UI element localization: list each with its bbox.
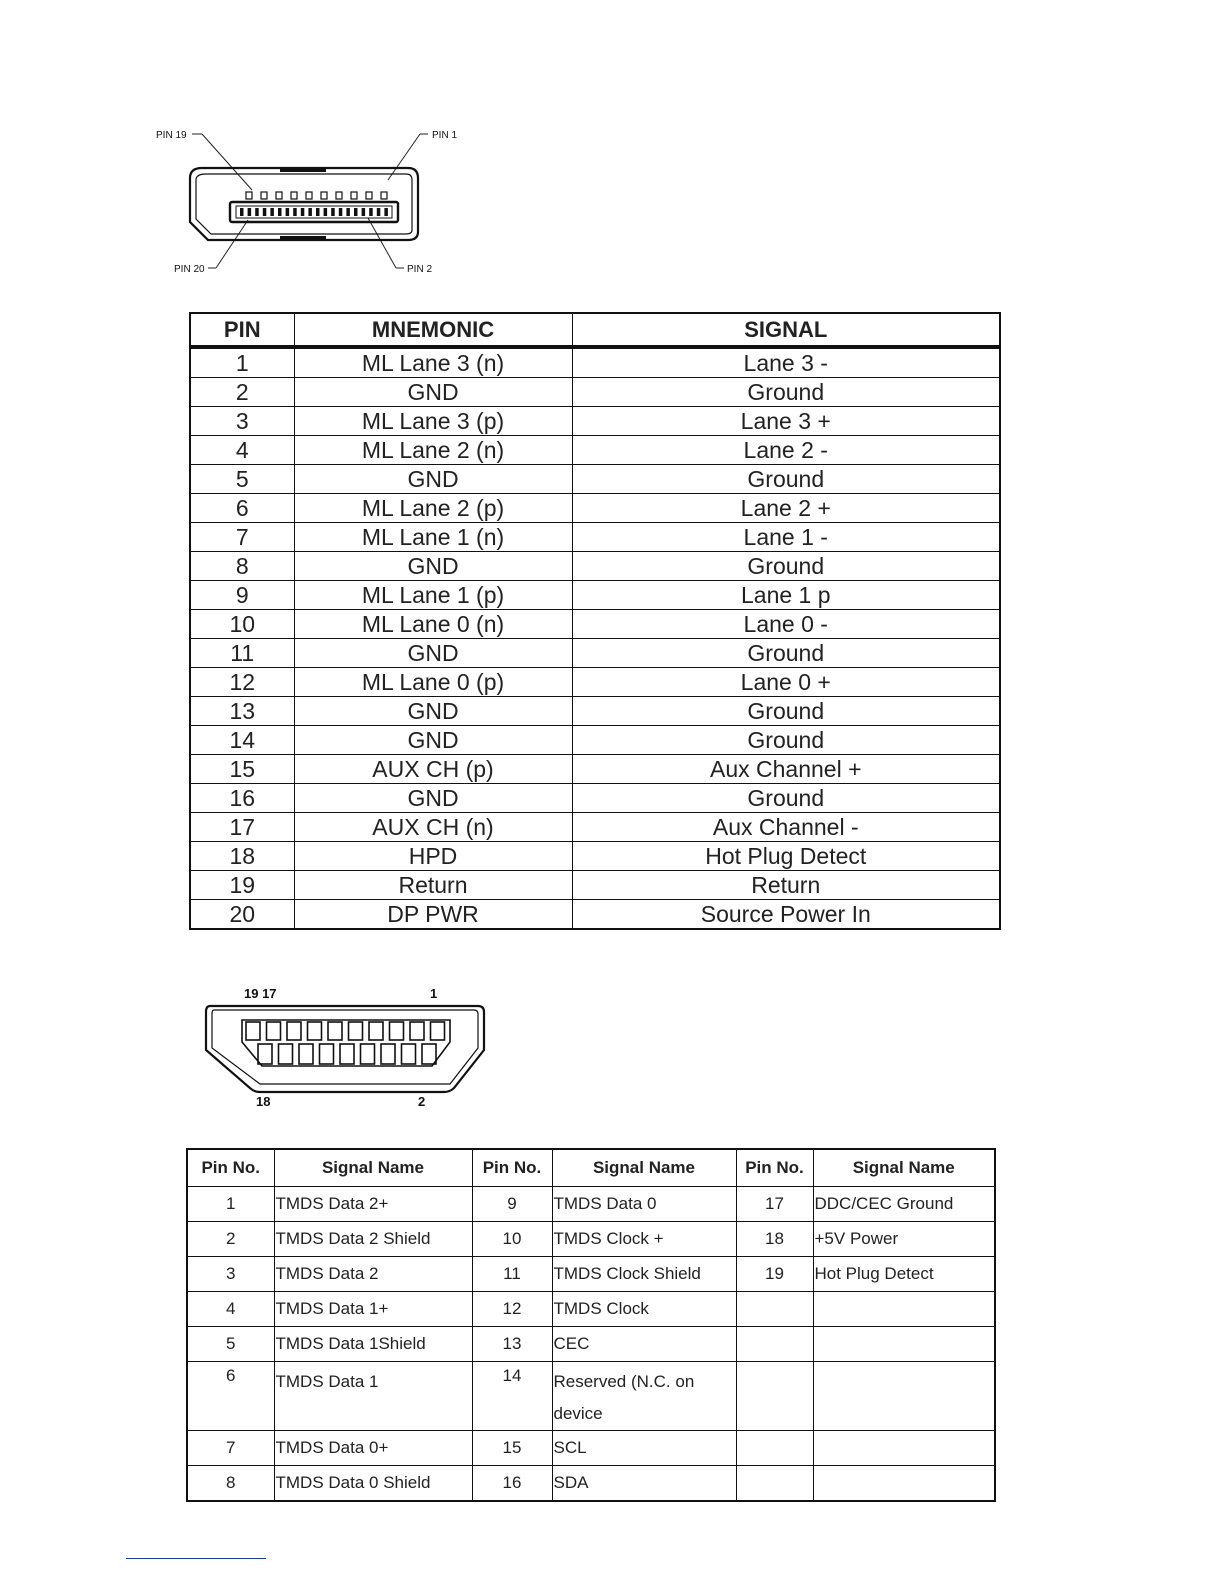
signal-cell: Aux Channel - xyxy=(572,813,1000,842)
signal-cell: Lane 1 - xyxy=(572,523,1000,552)
header-mnemonic: MNEMONIC xyxy=(294,313,572,347)
pin-cell: 2 xyxy=(190,378,294,407)
dp-pin-contact xyxy=(261,192,267,199)
dp-pin-contact xyxy=(346,208,350,216)
table-row xyxy=(190,378,1000,407)
dp-pin-contact xyxy=(339,208,343,216)
pin-cell: 5 xyxy=(190,465,294,494)
displayport-connector-diagram xyxy=(150,122,480,284)
hdmi-pin-contact xyxy=(299,1044,313,1064)
dp-pin-contact xyxy=(369,208,373,216)
signal-cell: Lane 0 + xyxy=(572,668,1000,697)
mnemonic-cell: Return xyxy=(294,871,572,900)
pin-number-cell xyxy=(736,1362,813,1431)
dp-pin-contact xyxy=(381,192,387,199)
header-pin-no: Pin No. xyxy=(472,1149,552,1187)
pin-number-cell: 12 xyxy=(472,1292,552,1327)
hdmi-pinout-table xyxy=(186,1148,996,1502)
table-row xyxy=(190,436,1000,465)
hdmi-pin-contact xyxy=(320,1044,334,1064)
signal-cell: Ground xyxy=(572,378,1000,407)
table-row xyxy=(190,668,1000,697)
signal-name-cell: TMDS Clock Shield xyxy=(552,1257,736,1292)
pin-cell: 3 xyxy=(190,407,294,436)
dp-pin-contact xyxy=(324,208,328,216)
pin-cell: 11 xyxy=(190,639,294,668)
pin-number-cell: 11 xyxy=(472,1257,552,1292)
header-pin: PIN xyxy=(190,313,294,347)
signal-cell: Lane 3 - xyxy=(572,347,1000,378)
pin-cell: 1 xyxy=(190,347,294,378)
signal-name-cell xyxy=(813,1431,995,1466)
mnemonic-cell: GND xyxy=(294,726,572,755)
dp-pin2-label: PIN 2 xyxy=(407,264,433,275)
pin-cell: 20 xyxy=(190,900,294,930)
pin-number-cell: 18 xyxy=(736,1222,813,1257)
hdmi-pin-contact xyxy=(402,1044,416,1064)
signal-cell: Ground xyxy=(572,465,1000,494)
signal-name-cell: TMDS Data 1 xyxy=(274,1362,472,1431)
signal-name-cell: SDA xyxy=(552,1466,736,1502)
table-row xyxy=(187,1362,995,1431)
dp-pin-contact xyxy=(384,208,388,216)
pin-number-cell xyxy=(736,1327,813,1362)
signal-name-cell xyxy=(813,1292,995,1327)
signal-cell: Lane 2 + xyxy=(572,494,1000,523)
table-header-row xyxy=(187,1149,995,1187)
pin-cell: 19 xyxy=(190,871,294,900)
hdmi-pin-contact xyxy=(369,1022,383,1040)
mnemonic-cell: ML Lane 3 (n) xyxy=(294,347,572,378)
hdmi-connector-diagram xyxy=(200,984,490,1112)
dp-pin-contact xyxy=(321,192,327,199)
table-row xyxy=(190,784,1000,813)
hdmi-pin-contact xyxy=(328,1022,342,1040)
signal-name-cell: TMDS Data 1Shield xyxy=(274,1327,472,1362)
header-pin-no: Pin No. xyxy=(736,1149,813,1187)
hdmi-pin2-label: 2 xyxy=(418,1094,426,1109)
signal-name-cell: DDC/CEC Ground xyxy=(813,1187,995,1222)
dp-pin-contact xyxy=(248,208,252,216)
mnemonic-cell: ML Lane 2 (n) xyxy=(294,436,572,465)
dp-pin-contact xyxy=(291,192,297,199)
table-row xyxy=(190,494,1000,523)
signal-name-cell: TMDS Data 0+ xyxy=(274,1431,472,1466)
signal-name-cell: TMDS Data 1+ xyxy=(274,1292,472,1327)
signal-cell: Lane 1 p xyxy=(572,581,1000,610)
signal-name-cell: TMDS Data 2+ xyxy=(274,1187,472,1222)
dp-pin-contact xyxy=(270,208,274,216)
table-row xyxy=(190,842,1000,871)
pin-number-cell xyxy=(736,1292,813,1327)
signal-name-cell: +5V Power xyxy=(813,1222,995,1257)
hdmi-pin-contact xyxy=(349,1022,363,1040)
pin-cell: 15 xyxy=(190,755,294,784)
signal-name-cell: TMDS Data 0 xyxy=(552,1187,736,1222)
signal-cell: Ground xyxy=(572,784,1000,813)
hdmi-pin1-label: 1 xyxy=(430,986,438,1001)
pin-cell: 7 xyxy=(190,523,294,552)
dp-pin19-label: PIN 19 xyxy=(156,130,187,141)
table-row xyxy=(190,465,1000,494)
mnemonic-cell: ML Lane 1 (n) xyxy=(294,523,572,552)
pin-number-cell: 6 xyxy=(187,1362,274,1431)
pin-cell: 10 xyxy=(190,610,294,639)
pin-number-cell: 14 xyxy=(472,1362,552,1431)
mnemonic-cell: ML Lane 3 (p) xyxy=(294,407,572,436)
mnemonic-cell: GND xyxy=(294,639,572,668)
pin-number-cell: 10 xyxy=(472,1222,552,1257)
signal-name-cell: Hot Plug Detect xyxy=(813,1257,995,1292)
signal-cell: Lane 0 - xyxy=(572,610,1000,639)
table-row xyxy=(190,610,1000,639)
mnemonic-cell: DP PWR xyxy=(294,900,572,930)
hdmi-pin-contact xyxy=(258,1044,272,1064)
dp-pin-contact xyxy=(366,192,372,199)
pin-number-cell: 19 xyxy=(736,1257,813,1292)
table-row xyxy=(187,1187,995,1222)
mnemonic-cell: AUX CH (n) xyxy=(294,813,572,842)
pin-number-cell: 13 xyxy=(472,1327,552,1362)
table-row xyxy=(190,407,1000,436)
signal-name-cell: SCL xyxy=(552,1431,736,1466)
footnote-separator xyxy=(126,1558,266,1559)
pin-cell: 14 xyxy=(190,726,294,755)
table-row xyxy=(190,581,1000,610)
signal-name-cell: TMDS Clock + xyxy=(552,1222,736,1257)
hdmi-pin-contact xyxy=(279,1044,293,1064)
pin-cell: 13 xyxy=(190,697,294,726)
mnemonic-cell: ML Lane 1 (p) xyxy=(294,581,572,610)
signal-cell: Lane 2 - xyxy=(572,436,1000,465)
table-row xyxy=(190,755,1000,784)
pin-cell: 8 xyxy=(190,552,294,581)
signal-name-cell xyxy=(813,1362,995,1431)
pin-cell: 4 xyxy=(190,436,294,465)
mnemonic-cell: GND xyxy=(294,465,572,494)
pin-number-cell: 3 xyxy=(187,1257,274,1292)
pin-number-cell: 9 xyxy=(472,1187,552,1222)
hdmi-pin-contact xyxy=(431,1022,445,1040)
mnemonic-cell: GND xyxy=(294,697,572,726)
hdmi-pin18-label: 18 xyxy=(256,1094,271,1109)
signal-name-cell: TMDS Data 0 Shield xyxy=(274,1466,472,1502)
hdmi-pin-contact xyxy=(340,1044,354,1064)
table-row xyxy=(190,813,1000,842)
pin-number-cell: 16 xyxy=(472,1466,552,1502)
pin-number-cell: 1 xyxy=(187,1187,274,1222)
dp-pin-contact xyxy=(246,192,252,199)
dp-pin-contact xyxy=(354,208,358,216)
hdmi-pin-contact xyxy=(308,1022,322,1040)
dp-pin-contact xyxy=(308,208,312,216)
table-row xyxy=(187,1257,995,1292)
table-row xyxy=(187,1327,995,1362)
hdmi-pin-contact xyxy=(410,1022,424,1040)
hdmi-pin-contact xyxy=(390,1022,404,1040)
displayport-pinout-table xyxy=(189,312,1001,930)
table-row xyxy=(187,1466,995,1502)
pin-cell: 12 xyxy=(190,668,294,697)
signal-cell: Hot Plug Detect xyxy=(572,842,1000,871)
hdmi-pin-contact xyxy=(422,1044,436,1064)
header-signal-name: Signal Name xyxy=(274,1149,472,1187)
dp-pin-contact xyxy=(306,192,312,199)
table-row xyxy=(190,523,1000,552)
signal-name-cell: TMDS Clock xyxy=(552,1292,736,1327)
signal-name-cell: CEC xyxy=(552,1327,736,1362)
dp-pin-contact xyxy=(276,192,282,199)
pin-cell: 6 xyxy=(190,494,294,523)
signal-cell: Ground xyxy=(572,639,1000,668)
signal-name-cell: TMDS Data 2 xyxy=(274,1257,472,1292)
signal-name-cell: Reserved (N.C. on device xyxy=(552,1362,736,1431)
pin-cell: 16 xyxy=(190,784,294,813)
dp-pin-contact xyxy=(362,208,366,216)
table-row xyxy=(190,639,1000,668)
hdmi-pin19-17-label: 19 17 xyxy=(244,986,277,1001)
pin-number-cell xyxy=(736,1431,813,1466)
signal-cell: Return xyxy=(572,871,1000,900)
header-signal: SIGNAL xyxy=(572,313,1000,347)
header-pin-no: Pin No. xyxy=(187,1149,274,1187)
dp-pin1-label: PIN 1 xyxy=(432,130,458,141)
dp-pin-contact xyxy=(286,208,290,216)
hdmi-pin-contact xyxy=(267,1022,281,1040)
mnemonic-cell: HPD xyxy=(294,842,572,871)
header-signal-name: Signal Name xyxy=(813,1149,995,1187)
pin-cell: 18 xyxy=(190,842,294,871)
pin-number-cell: 2 xyxy=(187,1222,274,1257)
dp-pin20-label: PIN 20 xyxy=(174,264,205,275)
mnemonic-cell: GND xyxy=(294,378,572,407)
pin-number-cell: 5 xyxy=(187,1327,274,1362)
mnemonic-cell: GND xyxy=(294,552,572,581)
signal-cell: Ground xyxy=(572,726,1000,755)
header-signal-name: Signal Name xyxy=(552,1149,736,1187)
table-row xyxy=(187,1222,995,1257)
dp-pin-contact xyxy=(255,208,259,216)
signal-cell: Ground xyxy=(572,697,1000,726)
dp-pin-contact xyxy=(351,192,357,199)
mnemonic-cell: ML Lane 2 (p) xyxy=(294,494,572,523)
hdmi-pin-contact xyxy=(361,1044,375,1064)
signal-cell: Lane 3 + xyxy=(572,407,1000,436)
dp-pin-contact xyxy=(240,208,244,216)
pin-number-cell: 7 xyxy=(187,1431,274,1466)
pin-number-cell: 8 xyxy=(187,1466,274,1502)
table-header-row xyxy=(190,313,1000,347)
signal-name-cell: TMDS Data 2 Shield xyxy=(274,1222,472,1257)
dp-pin-contact xyxy=(293,208,297,216)
mnemonic-cell: GND xyxy=(294,784,572,813)
dp-pin-contact xyxy=(331,208,335,216)
table-row xyxy=(187,1431,995,1466)
table-row xyxy=(187,1292,995,1327)
mnemonic-cell: ML Lane 0 (n) xyxy=(294,610,572,639)
dp-pin-contact xyxy=(263,208,267,216)
mnemonic-cell: ML Lane 0 (p) xyxy=(294,668,572,697)
table-row xyxy=(190,871,1000,900)
signal-cell: Source Power In xyxy=(572,900,1000,930)
mnemonic-cell: AUX CH (p) xyxy=(294,755,572,784)
table-row xyxy=(190,347,1000,378)
table-row xyxy=(190,900,1000,930)
signal-cell: Aux Channel + xyxy=(572,755,1000,784)
pin-cell: 17 xyxy=(190,813,294,842)
pin-number-cell: 17 xyxy=(736,1187,813,1222)
pin-number-cell: 4 xyxy=(187,1292,274,1327)
dp-pin-contact xyxy=(301,208,305,216)
hdmi-pin-contact xyxy=(381,1044,395,1064)
pin-number-cell xyxy=(736,1466,813,1502)
pin-cell: 9 xyxy=(190,581,294,610)
table-row xyxy=(190,697,1000,726)
dp-pin-contact xyxy=(377,208,381,216)
signal-cell: Ground xyxy=(572,552,1000,581)
table-row xyxy=(190,552,1000,581)
signal-name-cell xyxy=(813,1327,995,1362)
hdmi-pin-contact xyxy=(246,1022,260,1040)
dp-pin-contact xyxy=(278,208,282,216)
pin-number-cell: 15 xyxy=(472,1431,552,1466)
signal-name-cell xyxy=(813,1466,995,1502)
dp-pin-contact xyxy=(336,192,342,199)
dp-pin-contact xyxy=(316,208,320,216)
hdmi-pin-contact xyxy=(287,1022,301,1040)
table-row xyxy=(190,726,1000,755)
